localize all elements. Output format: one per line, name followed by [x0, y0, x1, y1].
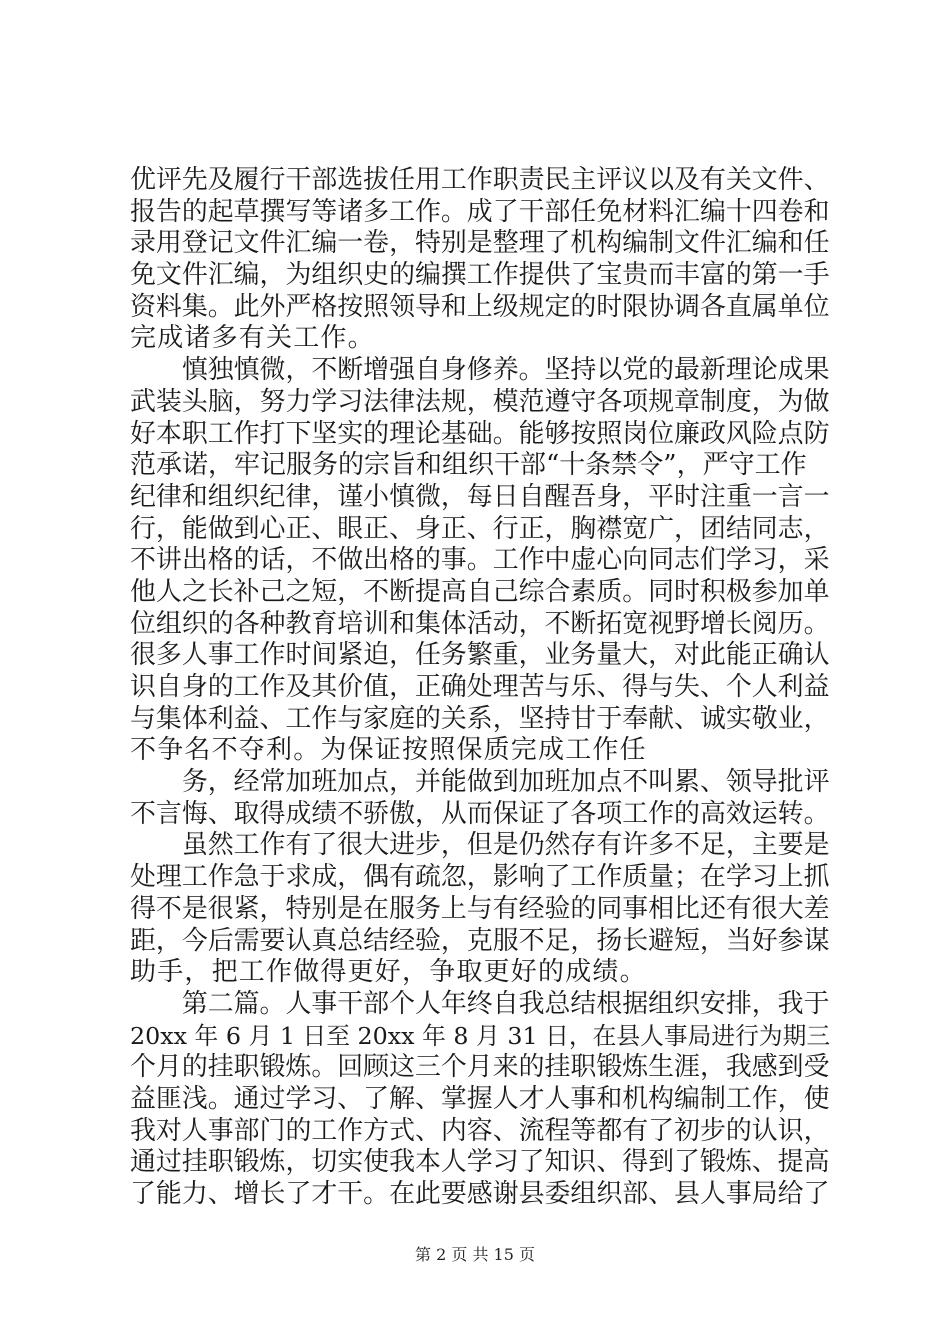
- text-line: 他人之长补己之短，不断提高自己综合素质。同时积极参加单: [130, 576, 830, 607]
- text-line: 了能力、增长了才干。在此要感谢县委组织部、县人事局给了: [130, 1179, 830, 1209]
- text-line: 范承诺，牢记服务的宗旨和组织干部“十条禁令”，严守工作: [130, 450, 807, 481]
- text-line: 我对人事部门的工作方式、内容、流程等都有了初步的认识，: [130, 1115, 830, 1146]
- text-line: 武装头脑，努力学习法律法规，模范遵守各项规章制度，为做: [130, 386, 830, 417]
- text-line: 务，经常加班加点，并能做到加班加点不叫累、领导批评: [130, 767, 830, 798]
- text-line: 录用登记文件汇编一卷，特别是整理了机构编制文件汇编和任: [130, 228, 830, 259]
- text-line: 虽然工作有了很大进步，但是仍然存有许多不足，主要是: [130, 830, 830, 861]
- text-line: 纪律和组织纪律，谨小慎微，每日自醒吾身，平时注重一言一: [130, 481, 830, 512]
- document-body: [130, 165, 830, 1211]
- text-line: 不言悔、取得成绩不骄傲，从而保证了各项工作的高效运转。: [130, 798, 830, 829]
- text-line: 助手，把工作做得更好，争取更好的成绩。: [130, 957, 647, 988]
- text-line: 免文件汇编，为组织史的编撰工作提供了宝贵而丰富的第一手: [130, 260, 830, 291]
- text-line: 不争名不夺利。为保证按照保质完成工作任: [130, 735, 647, 766]
- text-line: 很多人事工作时间紧迫，任务繁重，业务量大，对此能正确认: [130, 640, 830, 671]
- text-line: 识自身的工作及其价值，正确处理苦与乐、得与失、个人利益: [130, 672, 830, 702]
- text-line: 得不是很紧，特别是在服务上与有经验的同事相比还有很大差: [130, 893, 830, 924]
- text-line: 慎独慎微，不断增强自身修养。坚持以党的最新理论成果: [130, 355, 830, 386]
- text-line: 不讲出格的话，不做出格的事。工作中虚心向同志们学习，采: [130, 545, 830, 576]
- text-line: 位组织的各种教育培训和集体活动，不断拓宽视野增长阅历。: [130, 608, 830, 639]
- page-number-footer: 第 2 页 共 15 页: [415, 1245, 535, 1264]
- text-line: 20xx 年 6 月 1 日至 20xx 年 8 月 31 日，在县人事局进行为期三: [130, 1021, 831, 1050]
- text-line: 通过挂职锻炼，切实使我本人学习了知识、得到了锻炼、提高: [130, 1147, 830, 1178]
- text-line: 与集体利益、工作与家庭的关系，坚持甘于奉献、诚实敬业，: [130, 703, 830, 734]
- text-line: 优评先及履行干部选拔任用工作职责民主评议以及有关文件、: [130, 165, 830, 195]
- text-line: 好本职工作打下坚实的理论基础。能够按照岗位廉政风险点防: [130, 418, 830, 449]
- text-line: 益匪浅。通过学习、了解、掌握人才人事和机构编制工作，使: [130, 1083, 830, 1114]
- text-line: 行，能做到心正、眼正、身正、行正，胸襟宽广，团结同志，: [130, 513, 830, 544]
- text-line: 个月的挂职锻炼。回顾这三个月来的挂职锻炼生涯，我感到受: [130, 1052, 830, 1083]
- text-line: 完成诸多有关工作。: [130, 323, 375, 354]
- text-line: 报告的起草撰写等诸多工作。成了干部任免材料汇编十四卷和: [130, 196, 830, 227]
- text-line: 处理工作急于求成，偶有疏忽，影响了工作质量；在学习上抓: [130, 862, 830, 893]
- text-line: 第二篇。人事干部个人年终自我总结根据组织安排，我于: [130, 988, 830, 1019]
- text-line: 距，今后需要认真总结经验，克服不足，扬长避短，当好参谋: [130, 925, 830, 956]
- text-line: 资料集。此外严格按照领导和上级规定的时限协调各直属单位: [130, 291, 830, 322]
